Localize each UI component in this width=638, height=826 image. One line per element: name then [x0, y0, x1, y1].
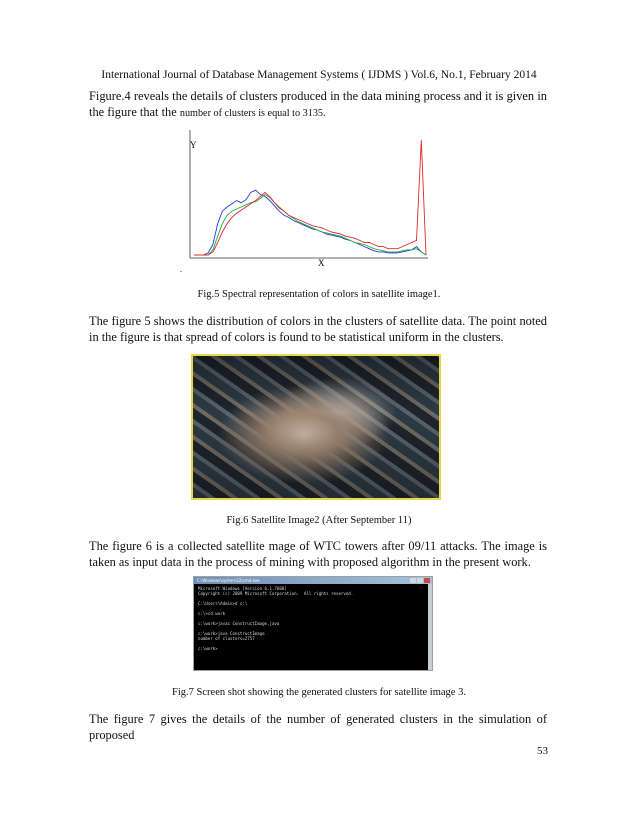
x-axis-label: X: [318, 258, 325, 268]
console-output: Microsoft Windows [Version 6.1.7600] Copyright (c) 2009 Microsoft Corporation. All rights reserved. C:\Users\Admin>d c:\ c:\>cd work c:\work>javac ConstructImage.java c:\work>java ConstructImage number of clusters=2757 c:\work>: [198, 586, 354, 651]
paragraph-fig5: The figure 5 shows the distribution of colors in the clusters of satellite data. The point noted in the figure is that spread of colors is found to be statistical uniform in the clusters.: [89, 314, 547, 344]
console-title: C:\Windows\system32\cmd.exe: [197, 578, 260, 583]
intro-text-part2: number of clusters is equal to 3135.: [179, 108, 326, 119]
maximize-icon: [417, 578, 423, 583]
paragraph-fig7: The figure 7 gives the details of the number of generated clusters in the simulation of proposed: [89, 712, 547, 742]
window-buttons: [410, 578, 430, 583]
stray-mark: .: [180, 265, 182, 274]
satellite-image: [191, 354, 441, 500]
fig7-caption: Fig.7 Screen shot showing the generated clusters for satellite image 3.: [172, 687, 466, 698]
page-number: 53: [537, 745, 548, 757]
paragraph-fig6: The figure 6 is a collected satellite mage of WTC towers after 09/11 attacks. The image is taken as input data in the process of mining with proposed algorithm in the present work.: [89, 539, 547, 569]
close-icon: [424, 578, 430, 583]
journal-header: International Journal of Database Management Systems ( IJDMS ) Vol.6, No.1, February 2014: [101, 69, 537, 81]
intro-text-part1: Figure.4 reveals the details of clusters produced in the data mining process and it is given in the figure that the: [89, 89, 547, 119]
spectral-chart: [176, 130, 436, 275]
intro-paragraph: [89, 88, 547, 122]
spectral-series-3: [194, 140, 426, 255]
console-window: [193, 576, 433, 671]
fig5-caption: Fig.5 Spectral representation of colors in satellite image1.: [197, 289, 441, 300]
console-scrollbar: [428, 584, 432, 670]
console-titlebar: [194, 577, 432, 584]
fig6-caption: Fig.6 Satellite Image2 (After September 11): [226, 515, 412, 526]
spectral-series-1: [194, 190, 426, 255]
y-axis-label: Y: [190, 140, 197, 150]
minimize-icon: [410, 578, 416, 583]
